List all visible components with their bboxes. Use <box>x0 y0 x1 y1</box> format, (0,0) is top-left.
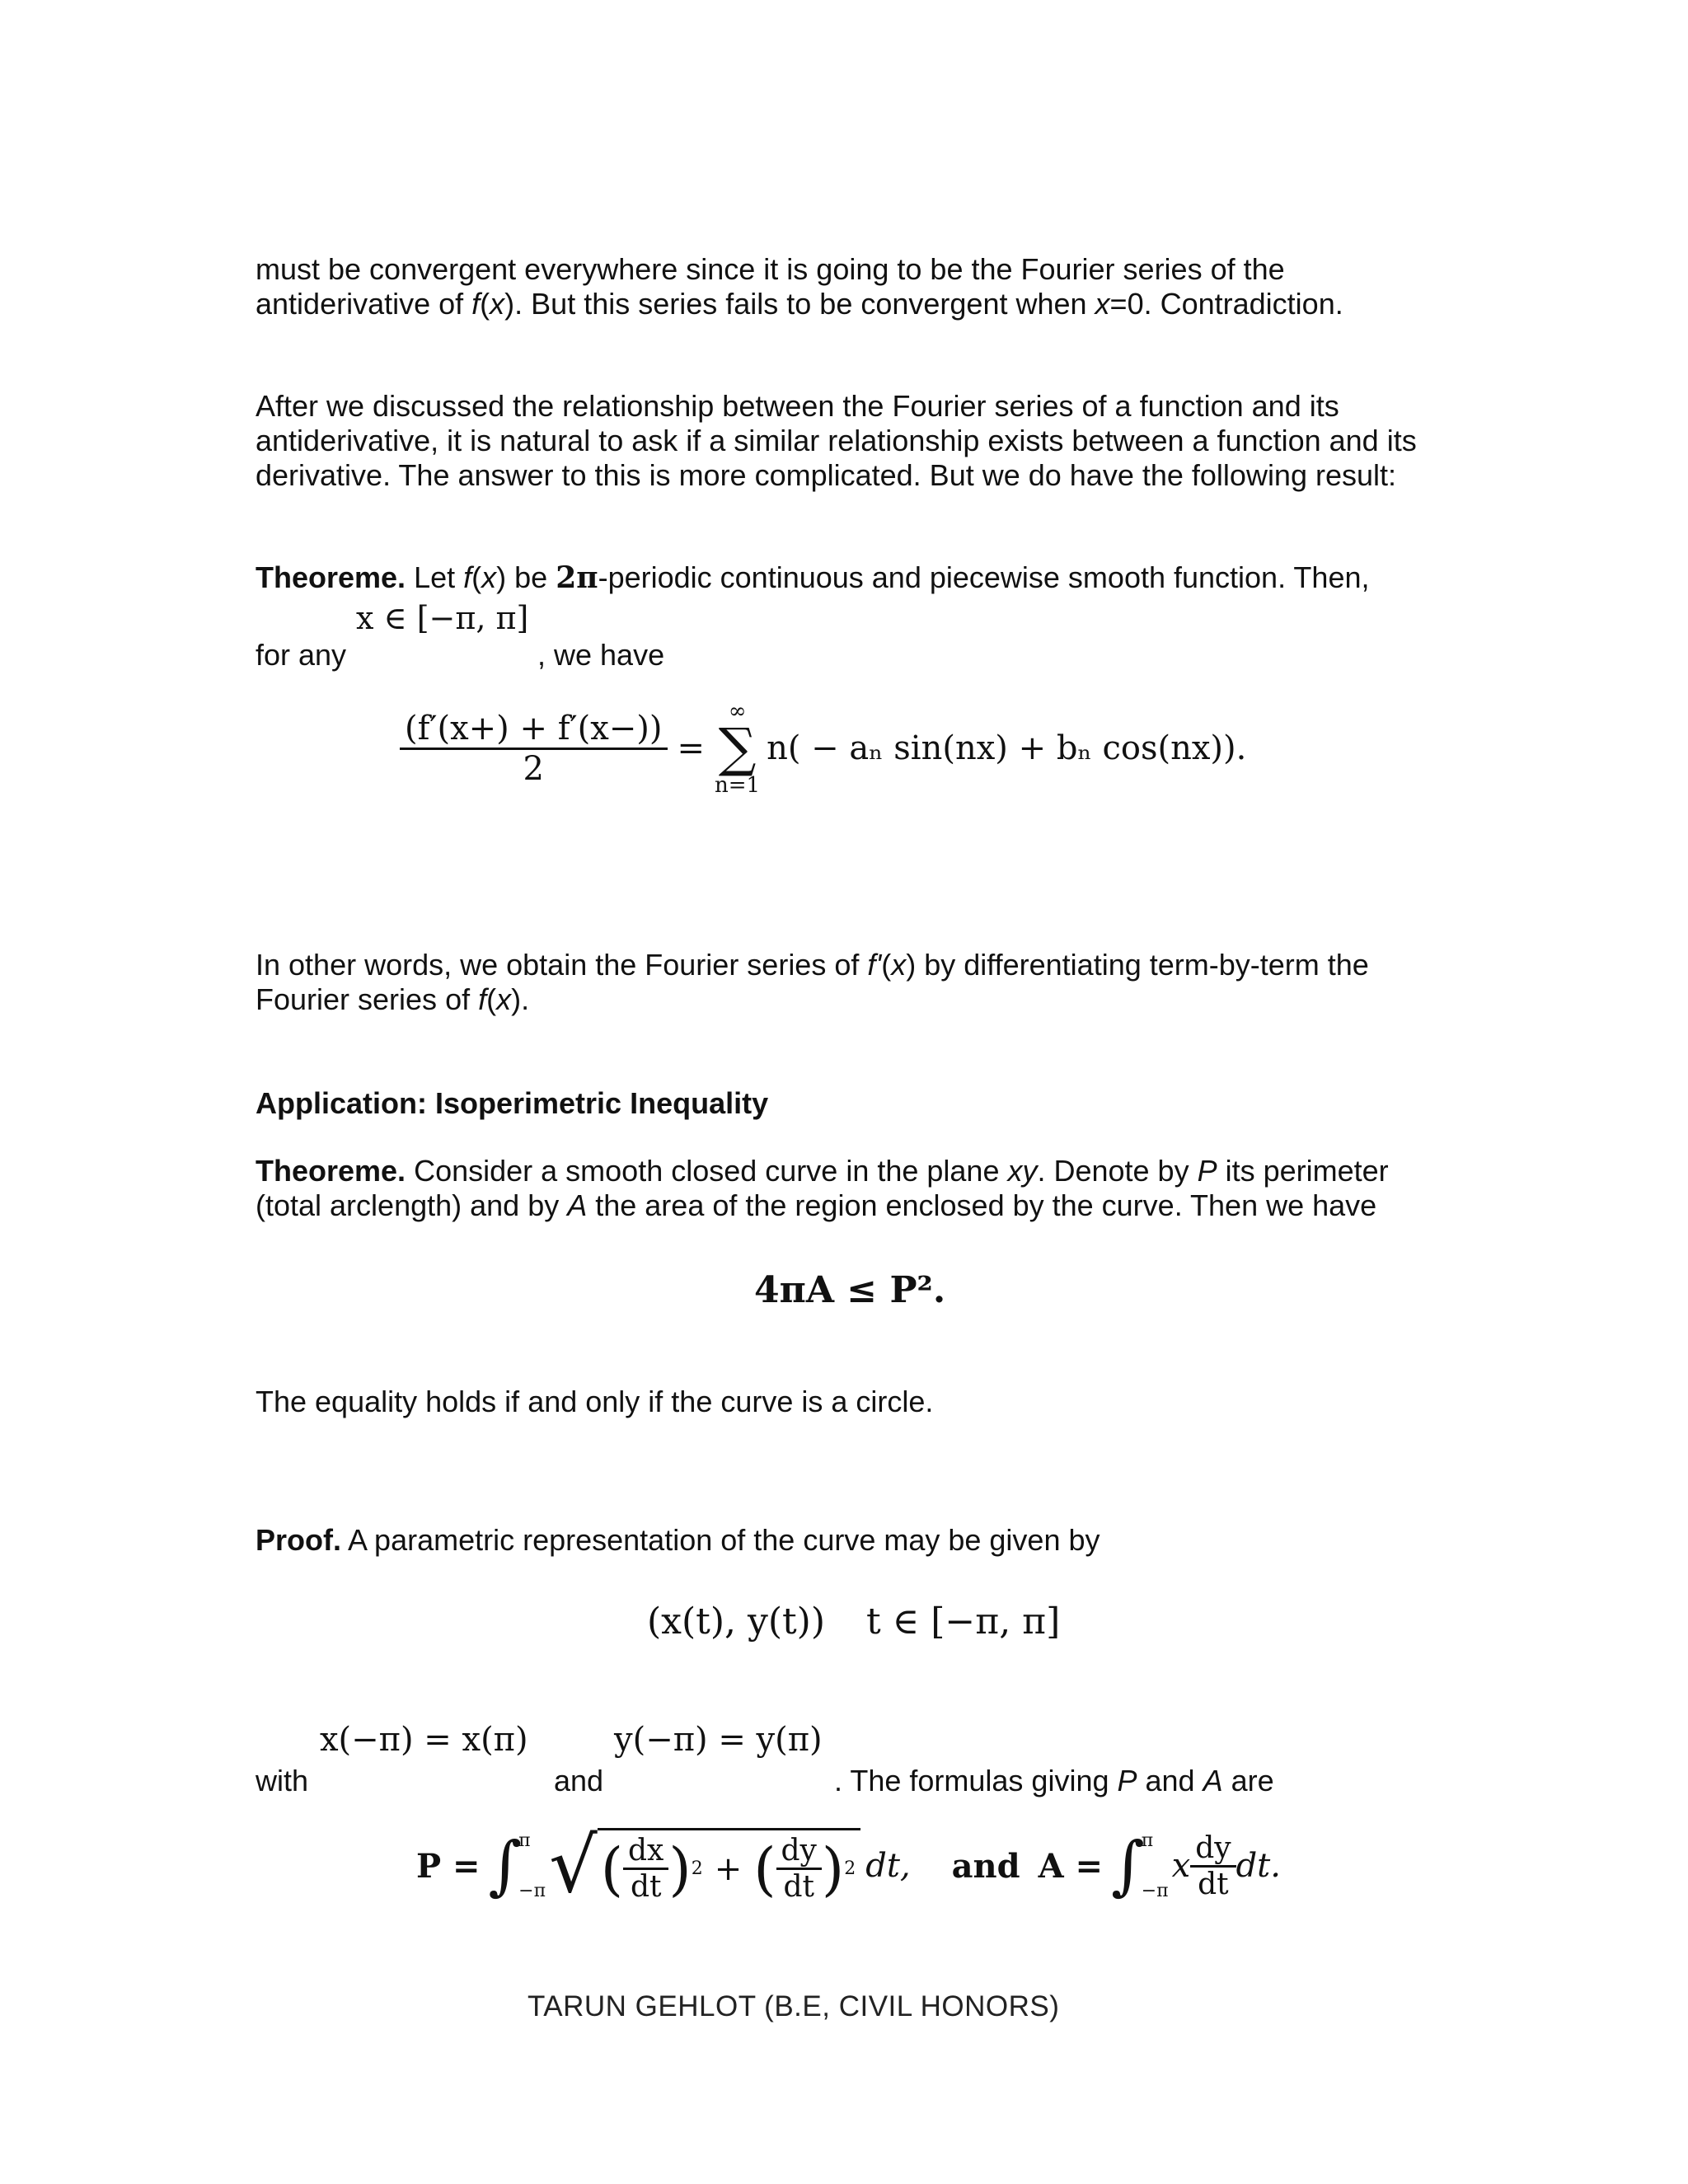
proof-paragraph <box>256 1523 1451 1558</box>
dt-period: dt. <box>1236 1847 1281 1886</box>
denominator: dt <box>630 1870 662 1905</box>
text-fragment: and <box>1137 1764 1203 1797</box>
curve-expression: (x(t), y(t)) <box>647 1601 826 1643</box>
summation <box>715 701 760 796</box>
with-label: with <box>256 1764 309 1797</box>
function-f: f <box>463 560 472 594</box>
lower-limit: −π <box>1141 1881 1169 1902</box>
denominator: dt <box>1198 1867 1229 1901</box>
sum-symbol: ∑ <box>718 718 757 779</box>
integral-limits <box>518 1830 546 1901</box>
and-label: and <box>554 1764 604 1797</box>
boundary-condition-y: y(−π) = y(π) <box>614 1721 823 1759</box>
text-fragment: Let <box>406 560 464 594</box>
dx-dt-fraction <box>623 1834 668 1905</box>
fraction-denominator: 2 <box>523 749 544 788</box>
exponent: 2 <box>844 1858 856 1880</box>
numerator: dy <box>1190 1831 1236 1868</box>
dt-comma: dt, <box>865 1847 911 1886</box>
dy-dt-fraction <box>776 1834 822 1905</box>
area-integral <box>1111 1829 1172 1904</box>
integral-symbol: ∫ <box>1111 1829 1145 1904</box>
isoperimetric-inequality: 4πA ≤ P². <box>754 1269 946 1311</box>
integral-symbol: ∫ <box>488 1829 523 1904</box>
text-fragment: ) be <box>496 560 556 594</box>
text-line: ). But this series fails to be convergent when <box>504 287 1095 321</box>
summand: n( − aₙ sin(nx) + bₙ cos(nx)). <box>767 729 1247 767</box>
text-fragment: the area of the region enclosed by the curve. Then we have <box>587 1188 1377 1222</box>
upper-limit: π <box>1141 1830 1154 1852</box>
we-have-label: , we have <box>537 638 665 672</box>
exponent: 2 <box>691 1858 703 1880</box>
section-heading: Application: Isoperimetric Inequality <box>256 1086 769 1120</box>
interval-formula: x ∈ [−π, π] <box>356 600 529 636</box>
text-fragment: (total arclength) and by <box>256 1188 568 1222</box>
equals-sign: = <box>677 729 706 767</box>
text-fragment: ) by differentiating term-by-term the <box>906 948 1369 982</box>
theorem-statement: Theoreme. Let f(x) be 2π-periodic continuous and piecewise smooth function. Then, <box>256 560 1370 595</box>
paragraph-equality: The equality holds if and only if the curve is a circle. <box>256 1385 934 1418</box>
perimeter-integral <box>488 1829 550 1904</box>
perimeter-P: P <box>1197 1154 1217 1188</box>
text-line: must be convergent everywhere since it is going to be the Fourier series of the <box>256 252 1285 286</box>
lower-limit: −π <box>518 1881 546 1902</box>
text-line: =0. Contradiction. <box>1109 287 1343 321</box>
text-fragment: . Denote by <box>1037 1154 1198 1188</box>
text-line: antiderivative of <box>256 287 472 321</box>
function-f-prime: f' <box>867 948 882 982</box>
area-A: A <box>1203 1764 1223 1797</box>
variable-x: x <box>1095 287 1110 321</box>
theorem-label: Theoreme. <box>256 560 406 594</box>
function-f: f <box>471 287 481 321</box>
paragraph-relationship: After we discussed the relationship between the Fourier series of a function and its antiderivative, it is natural to ask if a similar relationship exists between a function and its derivative. The answer to this is more complicated. But we do have the following result: <box>256 389 1417 492</box>
perimeter-P: P <box>1117 1764 1137 1797</box>
paragraph-in-other-words: In other words, we obtain the Fourier series of f'(x) by differentiating term-by-term the Fourier series of f(x). <box>256 948 1369 1016</box>
integrand-x: x <box>1171 1847 1191 1886</box>
proof-label: Proof. <box>256 1523 341 1557</box>
variable-x: x <box>481 560 497 594</box>
integral-limits <box>1142 1830 1169 1901</box>
denominator: dt <box>783 1870 814 1905</box>
parameter-domain: t ∈ [−π, π] <box>866 1601 1061 1643</box>
plus-sign: + <box>714 1849 743 1888</box>
two-pi-symbol: 2π <box>556 560 598 595</box>
perimeter-equals: P = <box>416 1846 481 1886</box>
text-fragment: Consider a smooth closed curve in the plane <box>406 1154 1008 1188</box>
function-f: f <box>478 982 487 1016</box>
formula-fraction <box>400 710 668 788</box>
variable-x: x <box>891 948 907 982</box>
radical-sign: √ <box>549 1821 598 1910</box>
numerator: dx <box>623 1834 668 1870</box>
formulas-intro <box>834 1764 1411 1798</box>
plane-xy: xy <box>1007 1154 1038 1188</box>
radicand: ( $\frac{dx}{dt}$ ) 2 + ( $\frac{dy}{dt}$ ) 2 <box>598 1828 861 1905</box>
text-fragment: In other words, we obtain the Fourier series of <box>256 948 868 982</box>
variable-x: x <box>490 287 505 321</box>
upper-limit: π <box>518 1830 531 1852</box>
variable-x: x <box>496 982 512 1016</box>
numerator: dy <box>776 1834 822 1870</box>
text-fragment: its perimeter <box>1217 1154 1389 1188</box>
fraction-numerator: (f′(x+) + f′(x−)) <box>400 710 668 750</box>
area-A: A <box>567 1188 588 1222</box>
sum-lower-limit: n=1 <box>715 773 761 798</box>
square-root <box>549 1821 860 1910</box>
boundary-condition-x: x(−π) = x(π) <box>320 1721 528 1759</box>
isoperimetric-theorem <box>256 1154 1451 1223</box>
derivative-series-formula <box>400 701 1246 796</box>
text-fragment: Fourier series of <box>256 982 479 1016</box>
page-footer: TARUN GEHLOT (B.E, CIVIL HONORS) <box>528 1990 1060 2022</box>
text-fragment: A parametric representation of the curve may be given by <box>341 1523 1100 1557</box>
for-any-label: for any <box>256 638 347 672</box>
and-word: and <box>951 1846 1020 1886</box>
text-fragment: ). <box>511 982 530 1016</box>
text-fragment: . The formulas giving <box>834 1764 1118 1797</box>
sum-upper-limit: ∞ <box>728 699 747 724</box>
perimeter-area-formulas <box>416 1821 1281 1910</box>
area-equals: A = <box>1038 1846 1104 1886</box>
dy-dt-fraction <box>1190 1831 1236 1902</box>
text-fragment: are <box>1222 1764 1274 1797</box>
theorem-label: Theoreme. <box>256 1154 406 1188</box>
parametric-curve-formula <box>647 1601 1060 1643</box>
paragraph-convergence: must be convergent everywhere since it is going to be the Fourier series of the antiderivative of f(x). But this series fails to be convergent when x=0. Contradiction. <box>256 252 1343 321</box>
text-fragment: -periodic continuous and piecewise smooth function. Then, <box>598 560 1370 594</box>
